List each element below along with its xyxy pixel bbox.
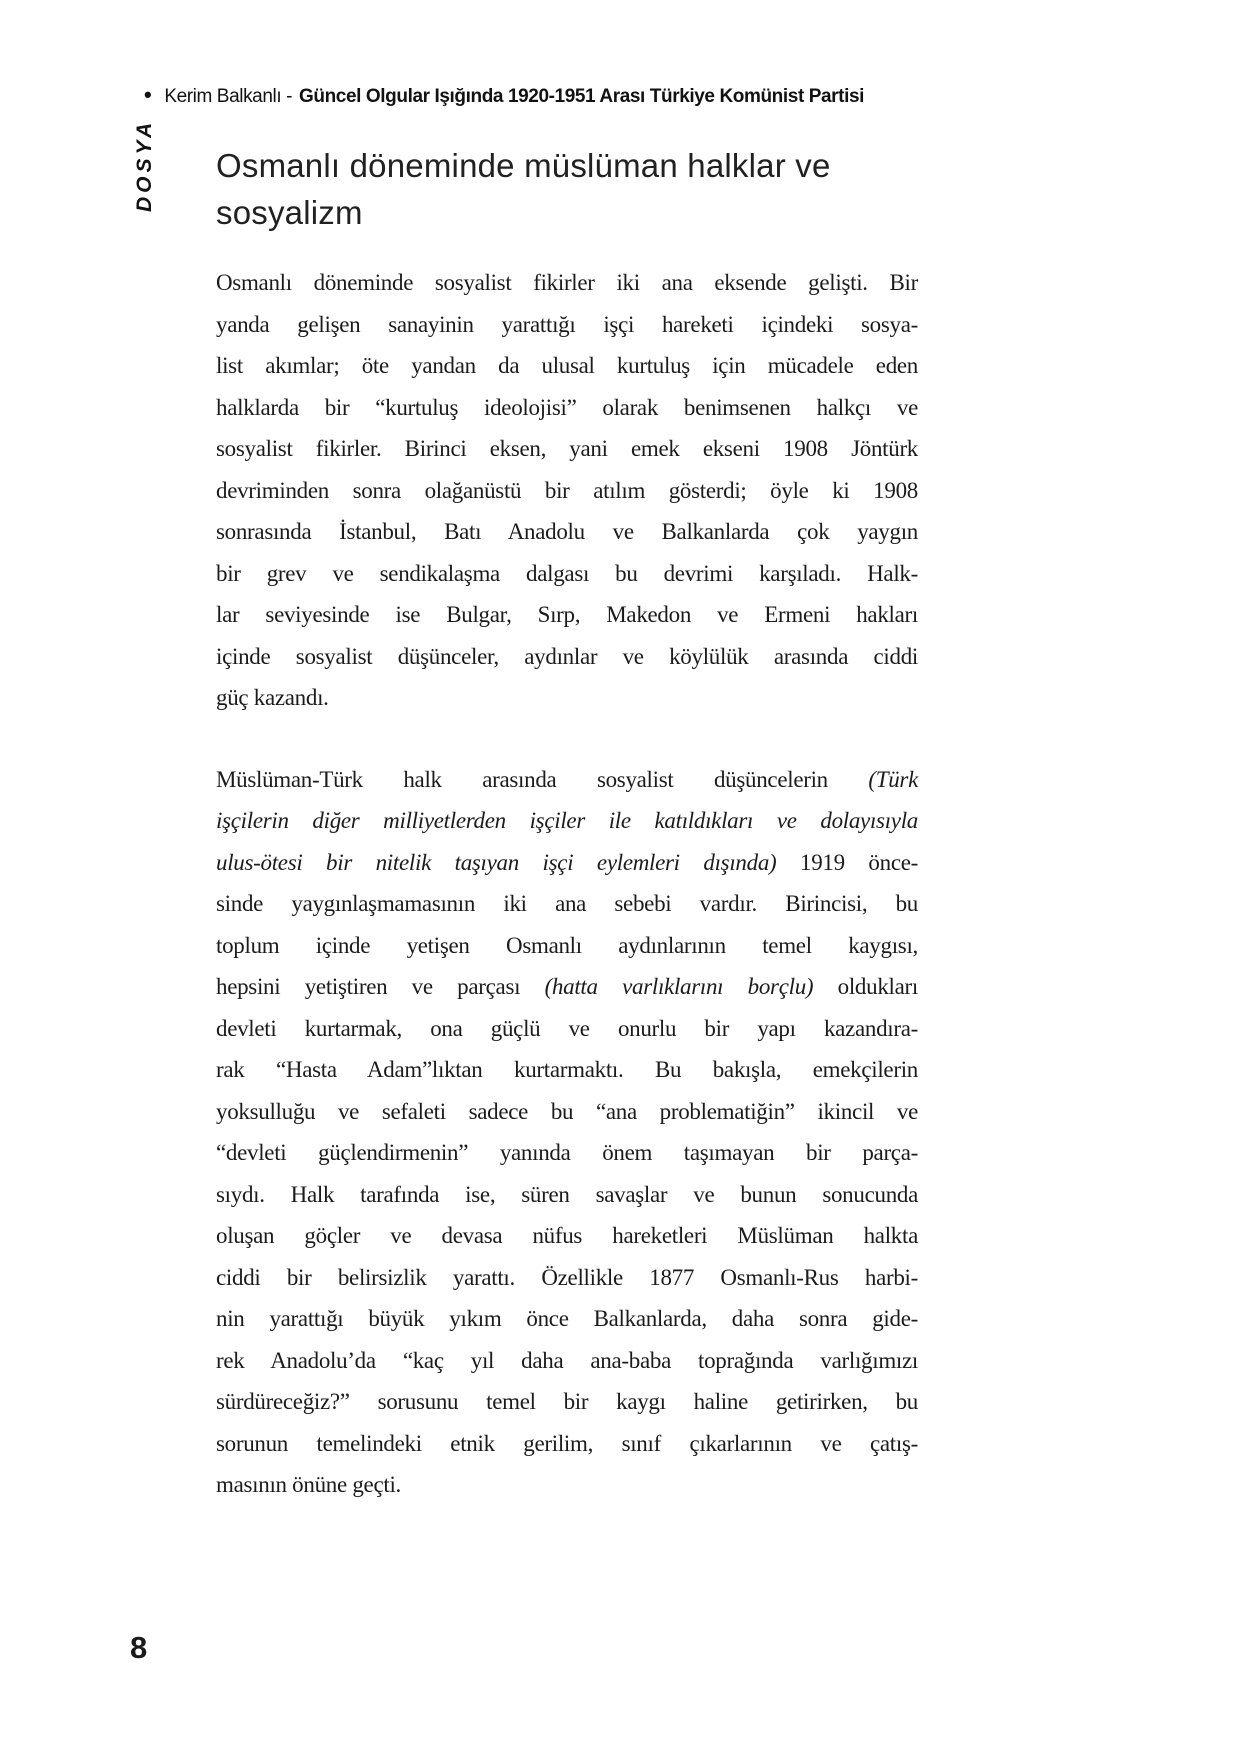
- heading-line-2: sosyalizm: [216, 194, 363, 231]
- paragraph: [216, 262, 918, 719]
- page-number: 8: [130, 1630, 148, 1665]
- body-line: Osmanlı döneminde sosyalist fikirler iki ana eksende gelişti. Bir: [216, 270, 918, 295]
- heading-line-1: Osmanlı döneminde müslüman halklar ve: [216, 147, 831, 184]
- bullet-icon: •: [144, 82, 152, 107]
- body-line: hepsini yetiştiren ve parçası (hatta varlıklarını borçlu) oldukları: [216, 974, 918, 999]
- article: [216, 142, 918, 1506]
- body-line: lar seviyesinde ise Bulgar, Sırp, Makedon ve Ermeni hakları: [216, 602, 918, 627]
- body-line: oluşan göçler ve devasa nüfus hareketleri Müslüman halkta: [216, 1223, 918, 1248]
- body-line: ciddi bir belirsizlik yarattı. Özellikle 1877 Osmanlı-Rus harbi-: [216, 1264, 918, 1290]
- body-line: Müslüman-Türk halk arasında sosyalist düşüncelerin (Türk: [216, 766, 918, 792]
- page-header: [144, 82, 864, 108]
- article-heading: [216, 142, 918, 236]
- body-line: devleti kurtarmak, ona güçlü ve onurlu bir yapı kazandıra-: [216, 1015, 918, 1041]
- body-line: sorunun temelindeki etnik gerilim, sınıf çıkarlarının ve çatış-: [216, 1430, 918, 1456]
- body-line: rek Anadolu’da “kaç yıl daha ana-baba toprağında varlığımızı: [216, 1347, 918, 1373]
- body-line: yoksulluğu ve sefaleti sadece bu “ana problematiğin” ikincil ve: [216, 1098, 918, 1124]
- body-line: list akımlar; öte yandan da ulusal kurtuluş için mücadele eden: [216, 353, 918, 378]
- body-line: “devleti güçlendirmenin” yanında önem taşımayan bir parça-: [216, 1140, 918, 1165]
- dosya-label: DOSYA: [133, 118, 156, 212]
- body-line: toplum içinde yetişen Osmanlı aydınlarının temel kaygısı,: [216, 932, 918, 958]
- body-line: nin yarattığı büyük yıkım önce Balkanlarda, daha sonra gide-: [216, 1306, 918, 1331]
- body-line: sıydı. Halk tarafında ise, süren savaşlar ve bunun sonucunda: [216, 1181, 918, 1207]
- body-line: ulus-ötesi bir nitelik taşıyan işçi eylemleri dışında) 1919 önce-: [216, 849, 918, 875]
- body-line: devriminden sonra olağanüstü bir atılım gösterdi; öyle ki 1908: [216, 477, 918, 503]
- paragraph: [216, 759, 918, 1506]
- body-line: bir grev ve sendikalaşma dalgası bu devrimi karşıladı. Halk-: [216, 560, 918, 586]
- body-line: sinde yaygınlaşmamasının iki ana sebebi vardır. Birincisi, bu: [216, 891, 918, 916]
- body-line: sonrasında İstanbul, Batı Anadolu ve Balkanlarda çok yaygın: [216, 519, 918, 544]
- body-line: halklarda bir “kurtuluş ideolojisi” olarak benimsenen halkçı ve: [216, 394, 918, 420]
- body-line: sosyalist fikirler. Birinci eksen, yani emek ekseni 1908 Jöntürk: [216, 436, 918, 461]
- body-line: masının önüne geçti.: [216, 1472, 401, 1497]
- body-line: işçilerin diğer milliyetlerden işçiler ile katıldıkları ve dolayısıyla: [216, 808, 918, 833]
- body-line: güç kazandı.: [216, 685, 329, 710]
- body-line: içinde sosyalist düşünceler, aydınlar ve köylülük arasında ciddi: [216, 643, 918, 669]
- body-line: rak “Hasta Adam”lıktan kurtarmaktı. Bu bakışla, emekçilerin: [216, 1057, 918, 1082]
- body-line: sürdüreceğiz?” sorusunu temel bir kaygı haline getirirken, bu: [216, 1389, 918, 1414]
- body-line: yanda gelişen sanayinin yarattığı işçi hareketi içindeki sosya-: [216, 311, 918, 337]
- article-body: [216, 262, 918, 1506]
- header-title: Güncel Olgular Işığında 1920-1951 Arası Türkiye Komünist Partisi: [299, 86, 865, 107]
- header-author: Kerim Balkanlı -: [164, 86, 293, 107]
